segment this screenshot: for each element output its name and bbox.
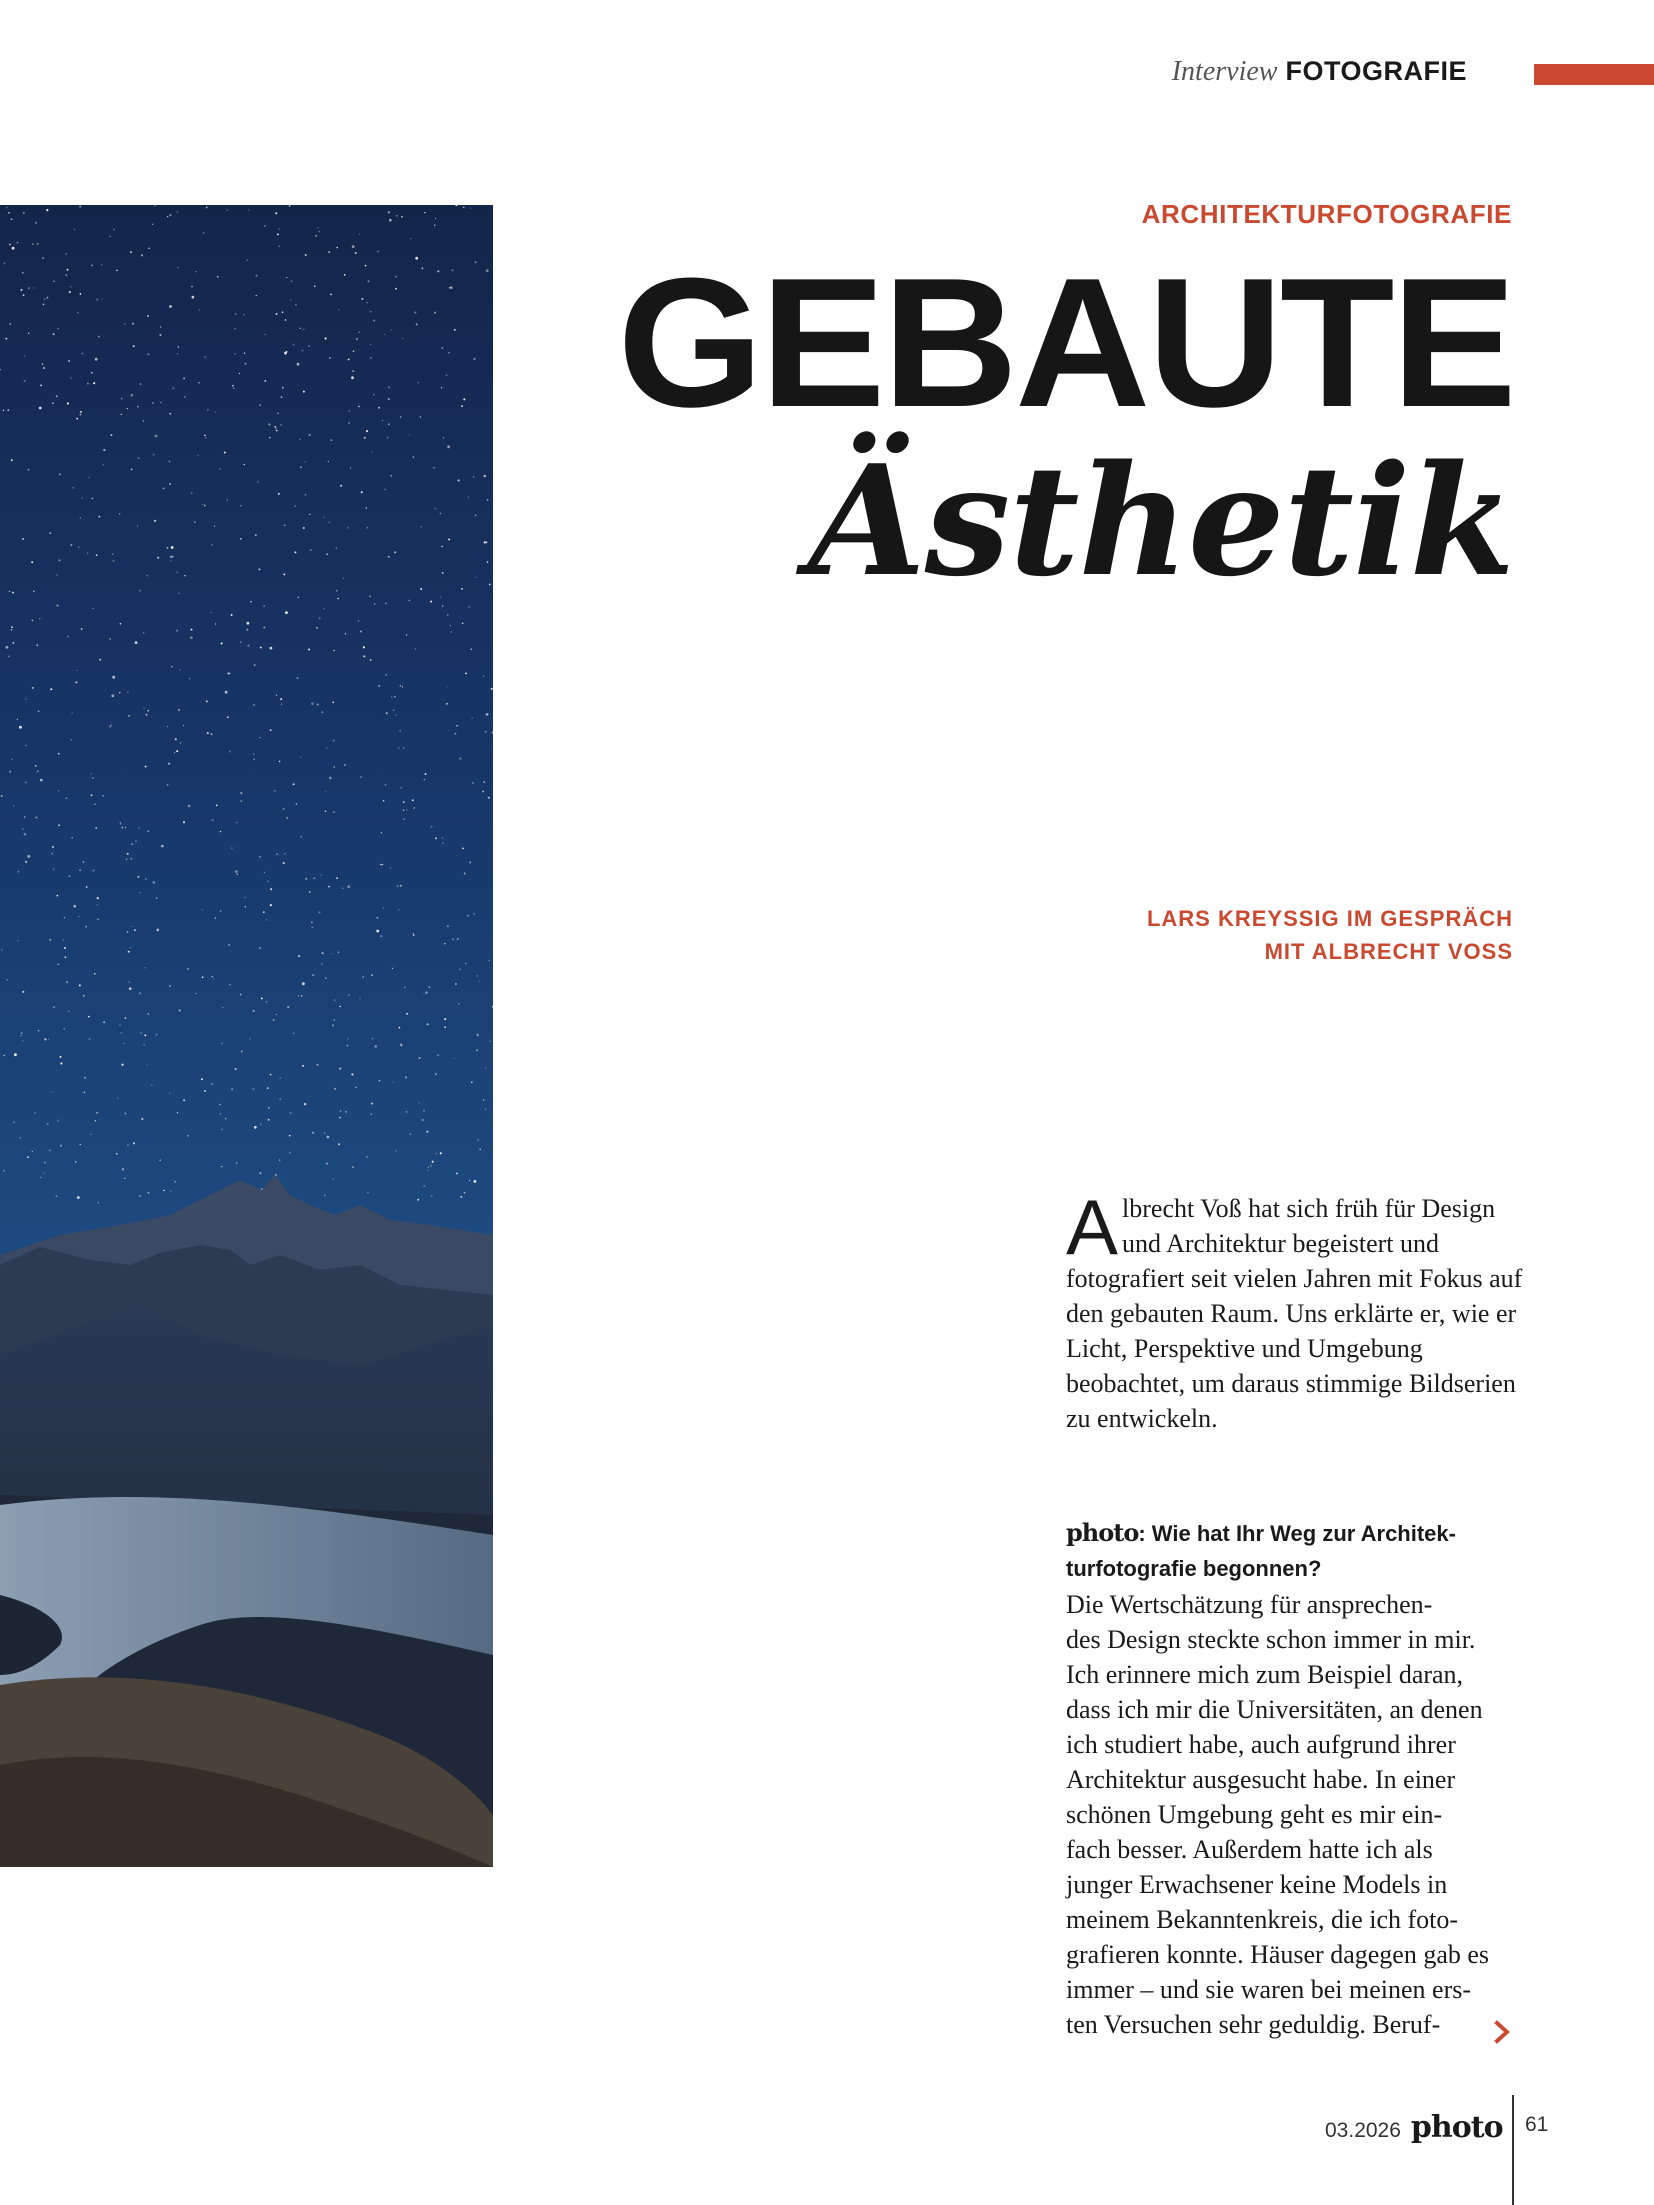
section-label-italic: Interview xyxy=(1171,56,1278,87)
answer-line: grafieren konnte. Häuser dagegen gab es xyxy=(1066,1940,1490,1969)
question-line: Wie hat Ihr Weg zur Architek- xyxy=(1151,1521,1456,1546)
answer-line: des Design steckte schon immer in mir. xyxy=(1066,1625,1476,1654)
answer-line: immer – und sie waren bei meinen ers- xyxy=(1066,1975,1472,2004)
answer-line: Ich erinnere mich zum Beispiel daran, xyxy=(1066,1660,1464,1689)
answer-line: Die Wertschätzung für ansprechen- xyxy=(1066,1590,1433,1619)
answer-line: dass ich mir die Universitäten, an denen xyxy=(1066,1695,1483,1724)
drop-cap: A xyxy=(1066,1183,1119,1271)
headline-sub: Ästhetik xyxy=(807,431,1514,610)
footer-divider xyxy=(1512,2095,1514,2205)
answer-line: junger Erwachsener keine Models in xyxy=(1066,1870,1448,1899)
answer-line: meinem Bekanntenkreis, die ich foto- xyxy=(1066,1905,1459,1934)
chevron-right-icon xyxy=(1492,2020,1512,2049)
answer-line: ten Versuchen sehr geduldig. Beruf- xyxy=(1066,2010,1441,2039)
lead-text: lbrecht Voß hat sich früh für Design und Architektur begeistert und fotografiert seit vielen Jahren mit Fokus auf den gebauten Raum. Uns erklärte er, wie er Licht, Perspektive und Umgebung beobachtet, um daraus stimmige Bildserien zu entwickeln. xyxy=(1066,1194,1523,1433)
interview-answer xyxy=(1066,1587,1496,2042)
night-sky-mountain-photo xyxy=(0,205,493,1867)
answer-line: ich studiert habe, auch aufgrund ihrer xyxy=(1066,1730,1456,1759)
section-label-bold: FOTOGRAFIE xyxy=(1285,56,1467,86)
interview-question: photo: Wie hat Ihr Weg zur Architek- turfotografie begonnen? xyxy=(1066,1515,1516,1586)
byline xyxy=(1147,902,1513,968)
byline-line: MIT ALBRECHT VOSS xyxy=(1264,939,1513,964)
lead-paragraph xyxy=(1066,1183,1526,1436)
byline-line: LARS KREYSSIG IM GESPRÄCH xyxy=(1146,906,1513,931)
issue-date: 03.2026 xyxy=(1325,2119,1401,2142)
page-number: 61 xyxy=(1525,2113,1549,2136)
brand-logo-footer: photo xyxy=(1410,2110,1503,2145)
section-accent-bar xyxy=(1534,64,1654,85)
answer-line: Architektur ausgesucht habe. In einer xyxy=(1066,1765,1456,1794)
section-header xyxy=(1172,56,1467,96)
question-line: turfotografie begonnen? xyxy=(1066,1556,1322,1581)
kicker: ARCHITEKTURFOTOGRAFIE xyxy=(1141,199,1512,229)
page-footer xyxy=(1325,2110,1503,2145)
answer-line: schönen Umgebung geht es mir ein- xyxy=(1066,1800,1443,1829)
answer-line: fach besser. Außerdem hatte ich als xyxy=(1066,1835,1433,1864)
headline-main: GEBAUTE xyxy=(617,239,1514,445)
brand-logo-inline: photo xyxy=(1066,1518,1139,1547)
